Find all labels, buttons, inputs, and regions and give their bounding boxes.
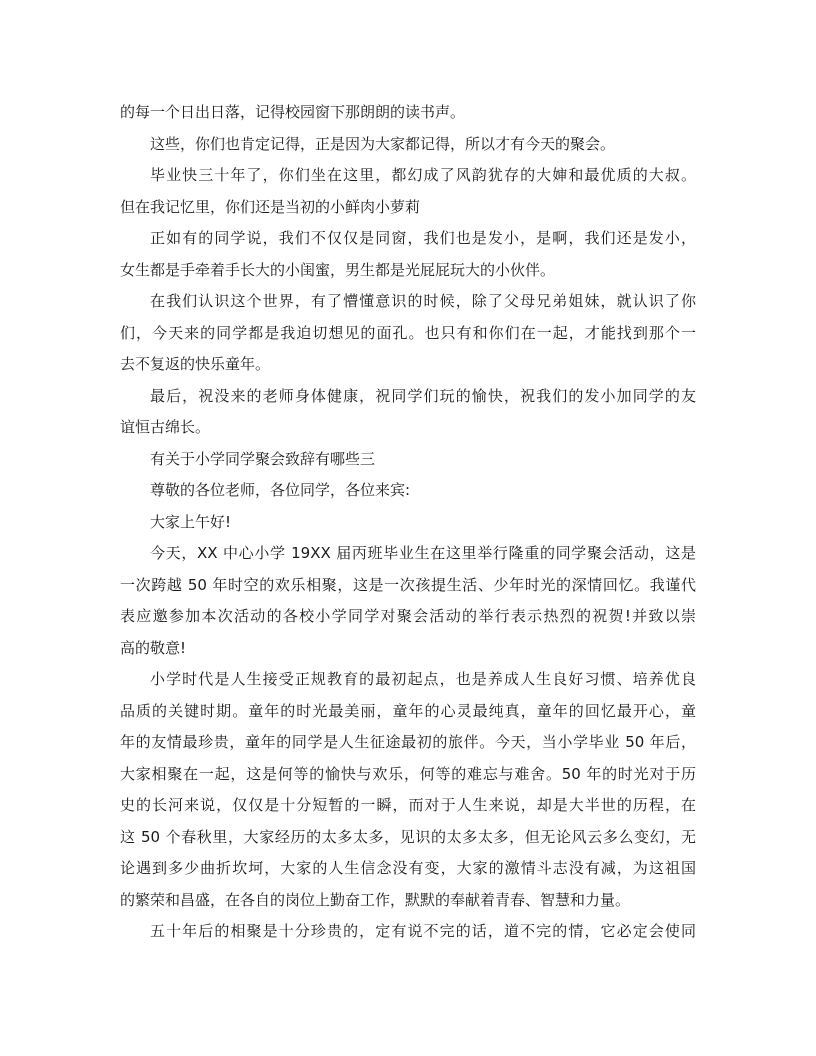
text-line: 们，今天来的同学都是我迫切想见的面孔。也只有和你们在一起，才能找到那个一 [120, 323, 696, 342]
text-line: 大家上午好! [150, 512, 232, 531]
text-line: 这些，你们也肯定记得，正是因为大家都记得，所以才有今天的聚会。 [150, 134, 616, 153]
text-line: 这 50 个春秋里，大家经历的太多太多，见识的太多太多，但无论风云多么变幻，无 [120, 827, 696, 846]
text-line: 高的敬意! [120, 638, 187, 657]
text-line: 年的友情最珍贵，童年的同学是人生征途最初的旅伴。今天，当小学毕业 50 年后， [120, 733, 696, 751]
text-line: 品质的关键时期。童年的时光最美丽，童年的心灵最纯真，童年的回忆最开心，童 [120, 701, 696, 720]
text-line: 有关于小学同学聚会致辞有哪些三 [150, 449, 376, 468]
text-line: 毕业快三十年了，你们坐在这里，都幻成了风韵犹存的大婶和最优质的大叔。 [150, 166, 696, 184]
text-line: 在我们认识这个世界，有了懵懂意识的时候，除了父母兄弟姐妹，就认识了你 [150, 292, 696, 310]
text-line: 小学时代是人生接受正规教育的最初起点，也是养成人生良好习惯、培养优良 [150, 670, 696, 688]
text-line: 一次跨越 50 年时空的欢乐相聚，这是一次孩提生活、少年时光的深情回忆。我谨代 [120, 575, 696, 594]
text-line: 女生都是手牵着手长大的小闺蜜，男生都是光屁屁玩大的小伙伴。 [120, 260, 556, 279]
text-line: 去不复返的快乐童年。 [120, 355, 271, 373]
text-line: 的每一个日出日落，记得校园窗下那朗朗的读书声。 [120, 103, 466, 121]
text-line: 今天，XX 中心小学 19XX 届丙班毕业生在这里举行隆重的同学聚会活动，这是 [150, 544, 696, 562]
text-line: 五十年后的相聚是十分珍贵的，定有说不完的话，道不完的情，它必定会使同 [150, 922, 696, 940]
text-line: 正如有的同学说，我们不仅仅是同窗，我们也是发小，是啊，我们还是发小， [150, 229, 696, 247]
text-line: 大家相聚在一起，这是何等的愉快与欢乐，何等的难忘与难舍。50 年的时光对于历 [120, 764, 696, 783]
text-line: 尊敬的各位老师，各位同学，各位来宾: [150, 481, 411, 499]
text-line: 的繁荣和昌盛，在各自的岗位上勤奋工作，默默的奉献着青春、智慧和力量。 [120, 890, 631, 909]
text-line: 论遇到多少曲折坎坷，大家的人生信念没有变，大家的激情斗志没有减，为这祖国 [120, 859, 696, 877]
text-line: 表应邀参加本次活动的各校小学同学对聚会活动的举行表示热烈的祝贺!并致以崇 [120, 607, 696, 625]
text-line: 谊恒古绵长。 [120, 418, 211, 436]
text-line: 史的长河来说，仅仅是十分短暂的一瞬，而对于人生来说，却是大半世的历程，在 [120, 796, 696, 814]
document-body [120, 97, 696, 948]
text-line: 但在我记忆里，你们还是当初的小鲜肉小萝莉 [120, 197, 421, 216]
text-line: 最后，祝没来的老师身体健康，祝同学们玩的愉快，祝我们的发小加同学的友 [150, 386, 696, 405]
